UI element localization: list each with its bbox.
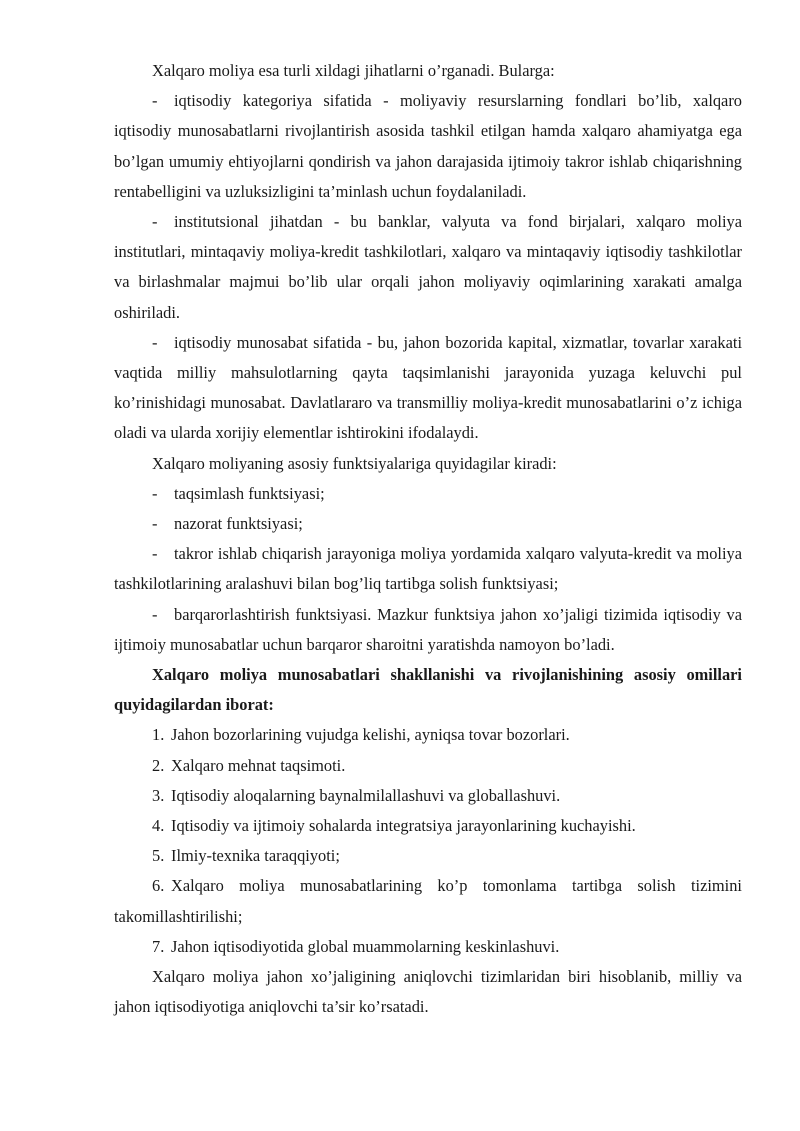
factor-item (114, 932, 742, 962)
factor-item (114, 871, 742, 931)
aspect-item (114, 207, 742, 328)
dash-marker: - (152, 604, 158, 624)
function-item (114, 600, 742, 660)
factor-text: Iqtisodiy va ijtimoiy sohalarda integratsiya jarayonlarining kuchayishi. (171, 816, 636, 836)
factor-number: 1. (152, 725, 165, 745)
function-text: nazorat funktsiyasi; (174, 514, 303, 534)
dash-marker: - (152, 332, 158, 352)
factor-item (114, 841, 742, 871)
factor-text: Ilmiy-texnika taraqqiyoti; (171, 846, 340, 866)
aspect-item (114, 86, 742, 207)
aspect-text: iqtisodiy kategoriya sifatida - moliyaviy resurslarning fondlari bo’lib, xalqaro iqtisodiy munosabatlarni rivojlantirish asosida tashkil etilgan hamda xalqaro ahamiyatga ega bo’lgan umumiy ehtiyojlarni qondirish va jahon darajasida ijtimoiy takror ishlab chiqarishning rentabelligini va uzluksizligini ta’minlash uchun foydalaniladi. (114, 91, 742, 201)
factor-number: 3. (152, 785, 165, 805)
factor-number: 4. (152, 816, 165, 836)
factor-text: Iqtisodiy aloqalarning baynalmilallashuvi va globallashuvi. (171, 785, 561, 805)
dash-marker: - (152, 544, 158, 564)
factor-number: 6. (152, 876, 165, 896)
factor-item (114, 781, 742, 811)
dash-marker: - (152, 91, 158, 111)
dash-marker: - (152, 514, 158, 534)
factor-item (114, 720, 742, 750)
factors-heading: Xalqaro moliya munosabatlari shakllanishi va rivojlanishining asosiy omillari quyidagilardan iborat: (114, 665, 742, 715)
factor-item (114, 811, 742, 841)
conclusion-paragraph: Xalqaro moliya jahon xo’jaligining aniqlovchi tizimlaridan biri hisoblanib, milliy va jahon iqtisodiyotiga aniqlovchi ta’sir ko’rsatadi. (114, 967, 742, 1017)
document-page (114, 56, 742, 1023)
aspect-text: iqtisodiy munosabat sifatida - bu, jahon bozorida kapital, xizmatlar, tovarlar xarakati vaqtida milliy mahsulotlarning qayta taqsimlanishi jarayonida yuzaga keluvchi pul ko’rinishidagi munosabat. Davlatlararo va transmilliy moliya-kredit munosabatlarini o’z ichiga oladi va ularda xorijiy elementlar ishtirokini ifodalaydi. (114, 332, 742, 443)
aspect-item (114, 328, 742, 449)
aspect-text: institutsional jihatdan - bu banklar, valyuta va fond birjalari, xalqaro moliya institutlari, mintaqaviy moliya-kredit tashkilotlari, xalqaro va mintaqaviy iqtisodiy tashkilotlar va birlashmalar majmui bo’lib ular orqali jahon moliyaviy oqimlarining xarakati amalga oshiriladi. (114, 212, 742, 322)
function-item (114, 479, 742, 509)
factor-number: 2. (152, 755, 165, 775)
function-text: taqsimlash funktsiyasi; (174, 483, 325, 503)
function-item (114, 509, 742, 539)
factor-number: 7. (152, 936, 165, 956)
function-text: barqarorlashtirish funktsiyasi. Mazkur funktsiya jahon xo’jaligi tizimida iqtisodiy va ijtimoiy munosabatlar uchun barqaror sharoitni yaratishda namoyon bo’ladi. (114, 604, 742, 654)
factor-number: 5. (152, 846, 165, 866)
dash-marker: - (152, 212, 158, 232)
factor-text: Xalqaro moliya munosabatlarining ko’p tomonlama tartibga solish tizimini takomillashtirilishi; (114, 876, 742, 926)
functions-intro-paragraph: Xalqaro moliyaning asosiy funktsiyalariga quyidagilar kiradi: (152, 453, 557, 473)
intro-paragraph: Xalqaro moliya esa turli xildagi jihatlarni o’rganadi. Bularga: (152, 61, 555, 80)
factor-text: Jahon bozorlarining vujudga kelishi, ayniqsa tovar bozorlari. (171, 725, 570, 745)
dash-marker: - (152, 483, 158, 503)
factor-text: Jahon iqtisodiyotida global muammolarning keskinlashuvi. (171, 936, 560, 956)
function-text: takror ishlab chiqarish jarayoniga moliya yordamida xalqaro valyuta-kredit va moliya tashkilotlarining aralashuvi bilan bog’liq tartibga solish funktsiyasi; (114, 544, 742, 594)
function-item (114, 539, 742, 599)
factor-text: Xalqaro mehnat taqsimoti. (171, 755, 346, 775)
factor-item (114, 751, 742, 781)
